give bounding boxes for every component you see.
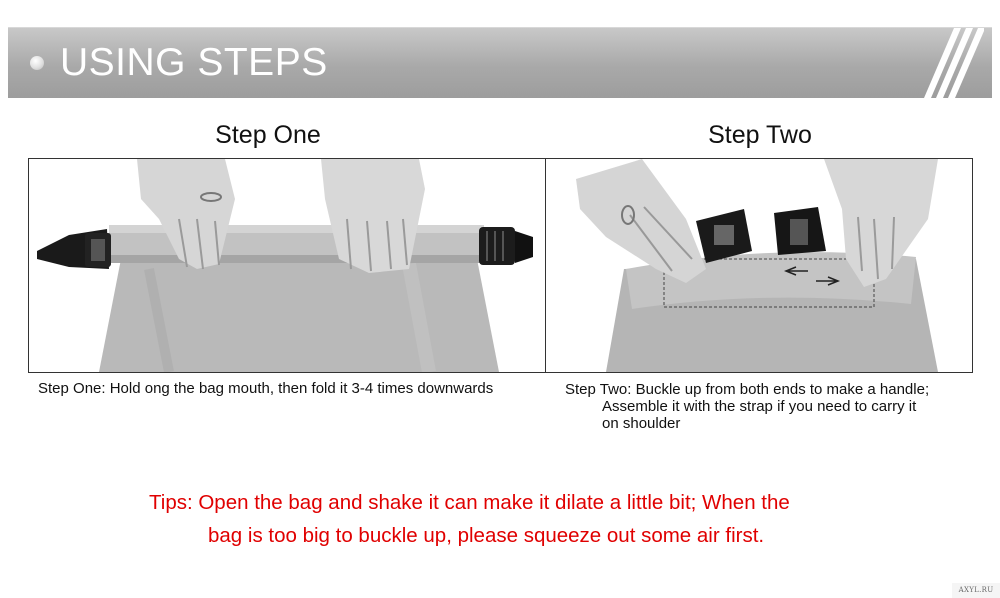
- step-one-caption-line: Step One: Hold ong the bag mouth, then fold it 3-4 times downwards: [38, 380, 494, 397]
- tips-line-1: Tips: Open the bag and shake it can make it dilate a little bit; When the: [149, 491, 790, 514]
- step-two-heading: Step Two: [708, 121, 812, 149]
- step-one-photo: [28, 158, 546, 373]
- male-buckle-icon: [774, 207, 826, 255]
- right-buckle-icon: [479, 227, 533, 265]
- step-one-caption: [38, 380, 493, 397]
- step-one-heading: Step One: [215, 121, 321, 149]
- left-buckle-icon: [37, 229, 111, 269]
- watermark: AXYL.RU: [952, 583, 1000, 598]
- banner-title: USING STEPS: [60, 41, 328, 84]
- section-banner: [8, 27, 992, 98]
- step-two-caption-line-2: Assemble it with the strap if you need to carry it: [602, 398, 917, 415]
- step-two-caption-line-1: Step Two: Buckle up from both ends to make a handle;: [565, 381, 930, 398]
- diagonal-stripes-icon: [924, 28, 984, 98]
- step-two-caption: [565, 381, 929, 432]
- bullet-icon: [30, 56, 44, 70]
- tips-line-2: bag is too big to buckle up, please squeeze out some air first.: [208, 524, 765, 547]
- step-two-caption-line-3: on shoulder: [602, 415, 681, 432]
- step-two-photo: [545, 158, 973, 373]
